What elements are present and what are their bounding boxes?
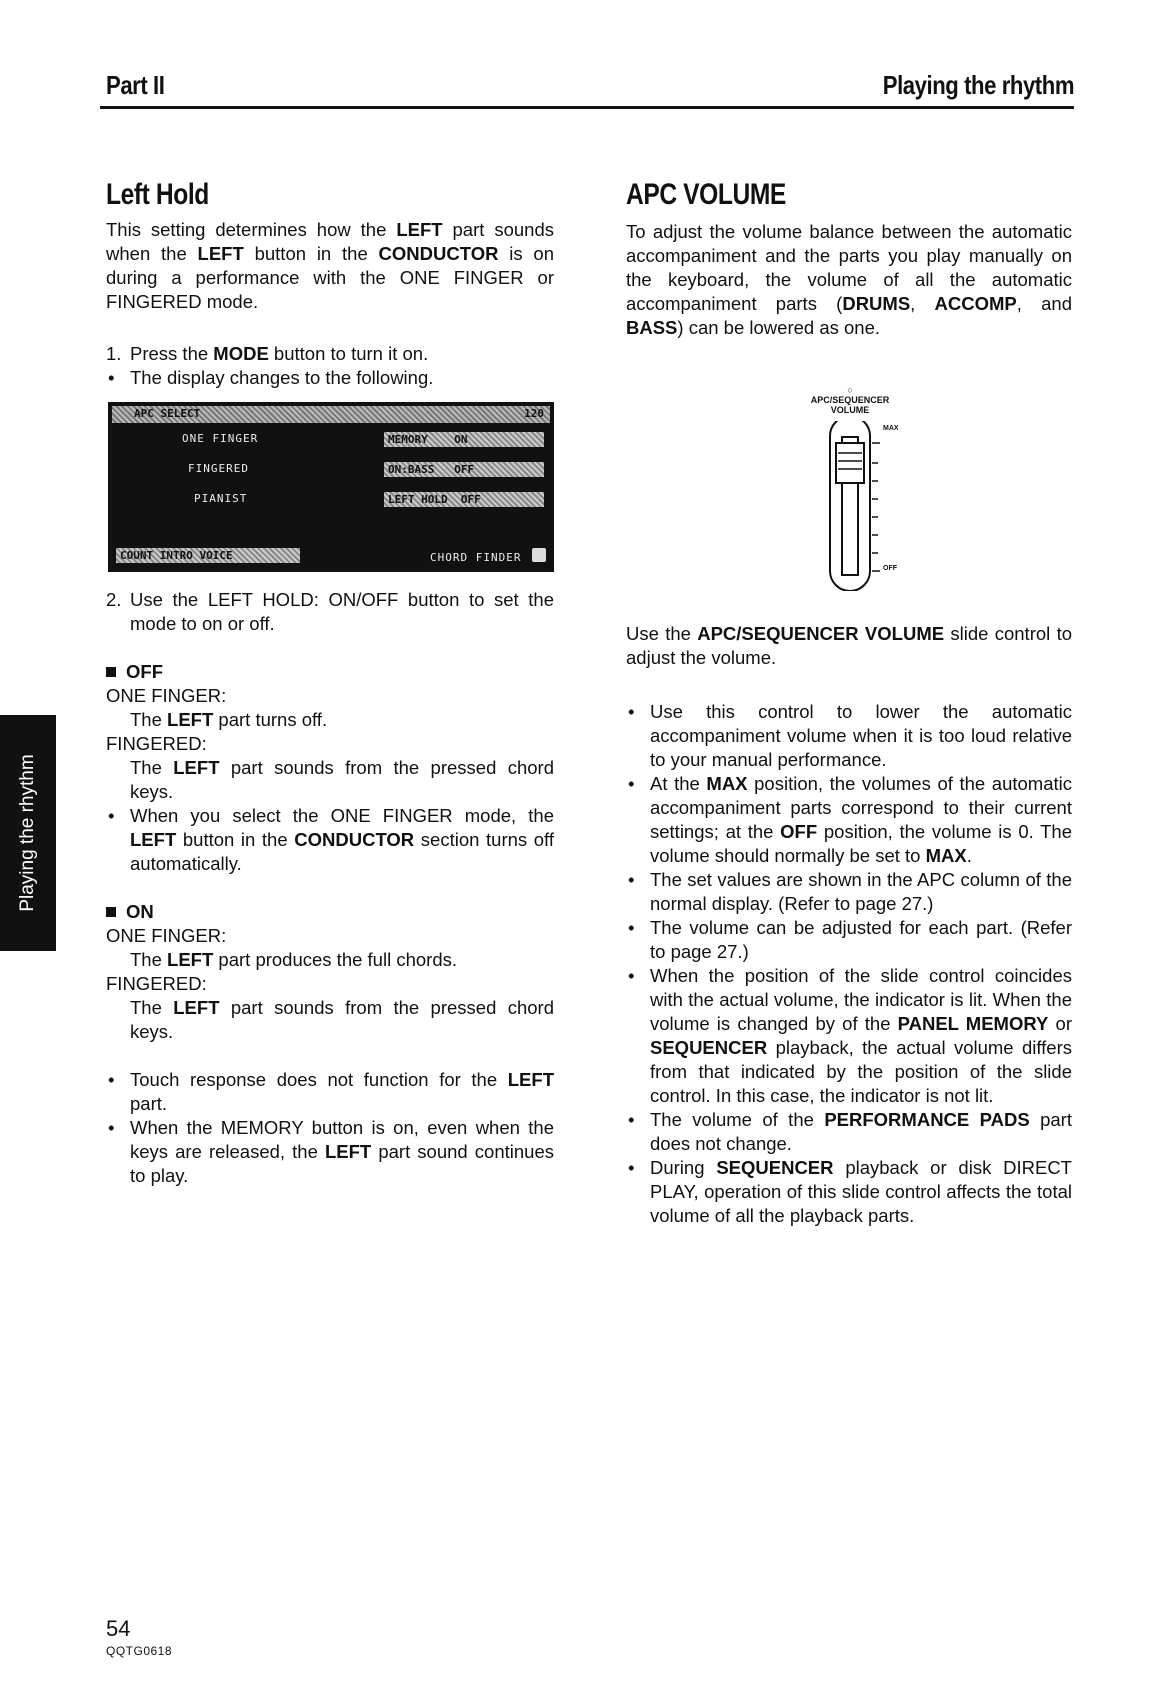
lcd-left-hold-button: LEFT HOLD OFF <box>384 492 544 507</box>
header-chapter: Playing the rhythm <box>882 70 1074 100</box>
apc-volume-usage: Use the APC/SEQUENCER VOLUME slide control to adjust the volume. <box>626 623 1072 668</box>
document-code: QQTG0618 <box>106 1644 173 1658</box>
lcd-row-one-finger: ONE FINGER <box>182 432 259 445</box>
square-bullet-icon <box>106 907 116 917</box>
chord-finder-icon <box>532 548 546 562</box>
lcd-chord-finder: CHORD FINDER <box>430 551 522 564</box>
lcd-row-fingered: FINGERED <box>188 462 249 475</box>
lcd-display <box>108 402 554 572</box>
lcd-top-bar: APC SELECT 120 <box>112 406 550 423</box>
side-tab: Playing the rhythm <box>0 715 56 951</box>
square-bullet-icon <box>106 667 116 677</box>
indicator-icon: ○ <box>847 385 853 395</box>
left-hold-intro: This setting determines how the LEFT part sounds when the LEFT button in the CONDUCTOR is on during a performance with the ONE FINGER or FINGERED mode. <box>106 219 554 312</box>
step-2: 2. Use the LEFT HOLD: ON/OFF button to set the mode to on or off. <box>106 589 554 634</box>
lcd-bottom-left-bar: COUNT INTRO VOICE <box>116 548 300 563</box>
step-1: 1. Press the MODE button to turn it on. • The display changes to the following. <box>106 343 434 388</box>
on-section: ON ONE FINGER: The LEFT part produces the full chords. FINGERED: The LEFT part sounds from the pressed chord keys. <box>106 901 554 1042</box>
apc-volume-bullets: • Use this control to lower the automatic accompaniment volume when it is too loud relative to your manual performance. • At the MAX position, the volumes of the automatic accompaniment parts correspond to their current settings; at the OFF position, the volume is 0. The volume should normally be set to MAX. • The set values are shown in the APC column of the normal display. (Refer to page 27.) • The volume can be adjusted for each part. (Refer to page 27.) • When the position of the slide control coincides with the actual volume, the indicator is lit. When the volume is changed by of the PANEL MEMORY or SEQUENCER playback, the actual volume differs from that indicated by the position of the slide control. In this case, the indicator is not lit. • The volume of the PERFORMANCE PADS part does not change. • During SEQUENCER playback or disk DIRECT PLAY, operation of this slide control affects the total volume of all the playback parts. <box>628 701 1073 1226</box>
left-hold-notes: • Touch response does not function for the LEFT part. • When the MEMORY button is on, even when the keys are released, the LEFT part sound continues to play. <box>108 1069 554 1186</box>
header-rule <box>100 106 1074 109</box>
lcd-memory-button: MEMORY ON <box>384 432 544 447</box>
apc-volume-title: APC VOLUME <box>626 178 786 211</box>
lcd-row-pianist: PIANIST <box>194 492 248 505</box>
off-section: OFF ONE FINGER: The LEFT part turns off. FINGERED: The LEFT part sounds from the pressed chord keys. • When you select the ONE FINGER mode, the LEFT button in the CONDUCTOR section turns off automatically. <box>106 661 554 874</box>
apc-sequencer-volume-slider: ○ APC/SEQUENCER VOLUME MAX OFF <box>800 385 910 585</box>
left-hold-title: Left Hold <box>106 178 209 211</box>
slider-knob <box>836 443 864 483</box>
page-number: 54 <box>106 1616 131 1641</box>
header-part: Part II <box>106 70 165 100</box>
apc-volume-intro: To adjust the volume balance between the automatic accompaniment and the parts you play manually on the keyboard, the volume of all the automatic accompaniment parts (DRUMS, ACCOMP, and BASS) can be lowered as one. <box>626 221 1072 338</box>
lcd-bass-button: ON:BASS OFF <box>384 462 544 477</box>
